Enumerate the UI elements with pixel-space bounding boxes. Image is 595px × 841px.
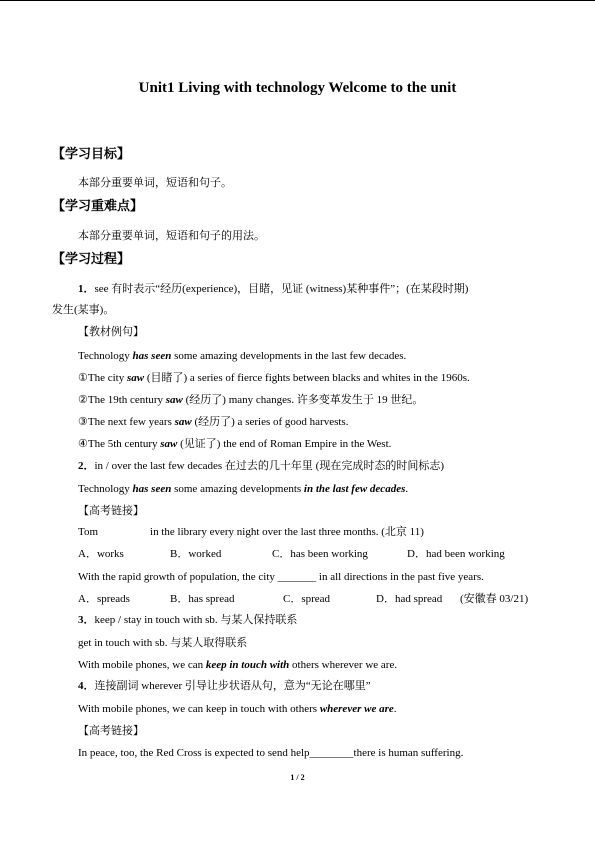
item-2-text: in / over the last few decades 在过去的几十年里 (现在完成时态的时间标志): [94, 460, 444, 472]
text-run: others wherever we are.: [289, 659, 398, 671]
emphasis-run: saw: [126, 372, 145, 384]
emphasis-run: saw: [174, 416, 192, 428]
item-1-text: see 有时表示“经历(experience)，目睹，见证 (witness)某种事件”；(在某段时期): [94, 283, 469, 295]
page-number: 1 / 2: [290, 773, 305, 782]
textbook-example-tag: 【教材例句】: [78, 326, 144, 338]
item-3-line-2: get in touch with sb. 与某人取得联系: [78, 637, 248, 649]
goals-heading: 【学习目标】: [52, 146, 131, 161]
text-run: With mobile phones, we can keep in touch with others: [78, 703, 320, 715]
emphasis-run: in the last few decades: [303, 483, 406, 495]
text-run: Technology: [78, 483, 133, 495]
option-a: A．spreads: [78, 593, 130, 605]
option-a: A．works: [78, 548, 124, 560]
text-run: Tom: [78, 526, 99, 538]
text-run: (经历了) a series of good harvests.: [191, 416, 349, 428]
item-2-line: [78, 459, 444, 473]
text-run: .: [405, 483, 409, 495]
emphasis-run: keep in touch with: [205, 659, 290, 671]
item-1-line-2: 发生(某事)。: [52, 304, 115, 316]
exam-question-2: With the rapid growth of population, the city _______ in all directions in the past five years.: [78, 571, 484, 583]
text-run: ③The next few years: [78, 416, 175, 428]
item-4-text: 连接副词 wherever 引导让步状语从句，意为“无论在哪里”: [94, 680, 371, 692]
example-sentence: [78, 658, 397, 672]
text-run: ④The 5th century: [78, 438, 161, 450]
exam-link-tag: 【高考链接】: [78, 725, 144, 737]
example-sentence: [78, 371, 470, 385]
exam-link-tag: 【高考链接】: [78, 505, 144, 517]
example-sentence: [78, 393, 423, 407]
key-points-heading: 【学习重难点】: [52, 198, 144, 213]
item-4-line: [78, 679, 371, 693]
text-run: some amazing developments in the last few decades.: [171, 350, 407, 362]
item-2-number: 2．: [78, 460, 95, 472]
page-top-rule: [0, 0, 595, 1]
emphasis-run: has seen: [132, 483, 172, 495]
option-d: D．had been working: [407, 548, 505, 560]
item-3-text: keep / stay in touch with sb. 与某人保持联系: [94, 614, 298, 626]
text-run: .: [393, 703, 397, 715]
example-sentence: [78, 349, 406, 363]
emphasis-run: saw: [160, 438, 178, 450]
question-source: (安徽春 03/21): [460, 593, 529, 605]
text-run: (见证了) the end of Roman Empire in the West.: [177, 438, 392, 450]
option-c: C．has been working: [272, 548, 368, 560]
emphasis-run: saw: [165, 394, 183, 406]
example-sentence: [78, 437, 391, 451]
example-sentence: [78, 415, 348, 429]
exam-question-3: In peace, too, the Red Cross is expected to send help________there is human suffering.: [78, 747, 464, 759]
text-run: (经历了) many changes. 许多变革发生于 19 世纪。: [182, 394, 424, 406]
option-b: B．worked: [170, 548, 222, 560]
text-run: in the library every night over the last three months. (北京 11): [150, 526, 424, 538]
text-run: With mobile phones, we can: [78, 659, 206, 671]
emphasis-run: wherever we are: [319, 703, 394, 715]
text-run: some amazing developments: [171, 483, 304, 495]
text-run: ①The city: [78, 372, 127, 384]
text-run: (目睹了) a series of fierce fights between blacks and whites in the 1960s.: [144, 372, 470, 384]
option-b: B．has spread: [170, 593, 235, 605]
item-1-line-1: [78, 282, 468, 296]
goals-text: 本部分重要单词，短语和句子。: [78, 177, 232, 189]
document-title: Unit1 Living with technology Welcome to the unit: [138, 80, 457, 96]
option-c: C．spread: [283, 593, 331, 605]
key-points-text: 本部分重要单词，短语和句子的用法。: [78, 230, 265, 242]
text-run: ②The 19th century: [78, 394, 166, 406]
example-sentence: [78, 702, 397, 716]
example-sentence: [78, 482, 408, 496]
item-1-number: 1．: [78, 283, 95, 295]
item-4-number: 4．: [78, 680, 95, 692]
item-3-line: [78, 613, 297, 627]
emphasis-run: has seen: [132, 350, 172, 362]
item-3-number: 3．: [78, 614, 95, 626]
text-run: Technology: [78, 350, 133, 362]
process-heading: 【学习过程】: [52, 251, 131, 266]
option-d: D．had spread: [376, 593, 443, 605]
exam-question-1: [78, 525, 424, 539]
